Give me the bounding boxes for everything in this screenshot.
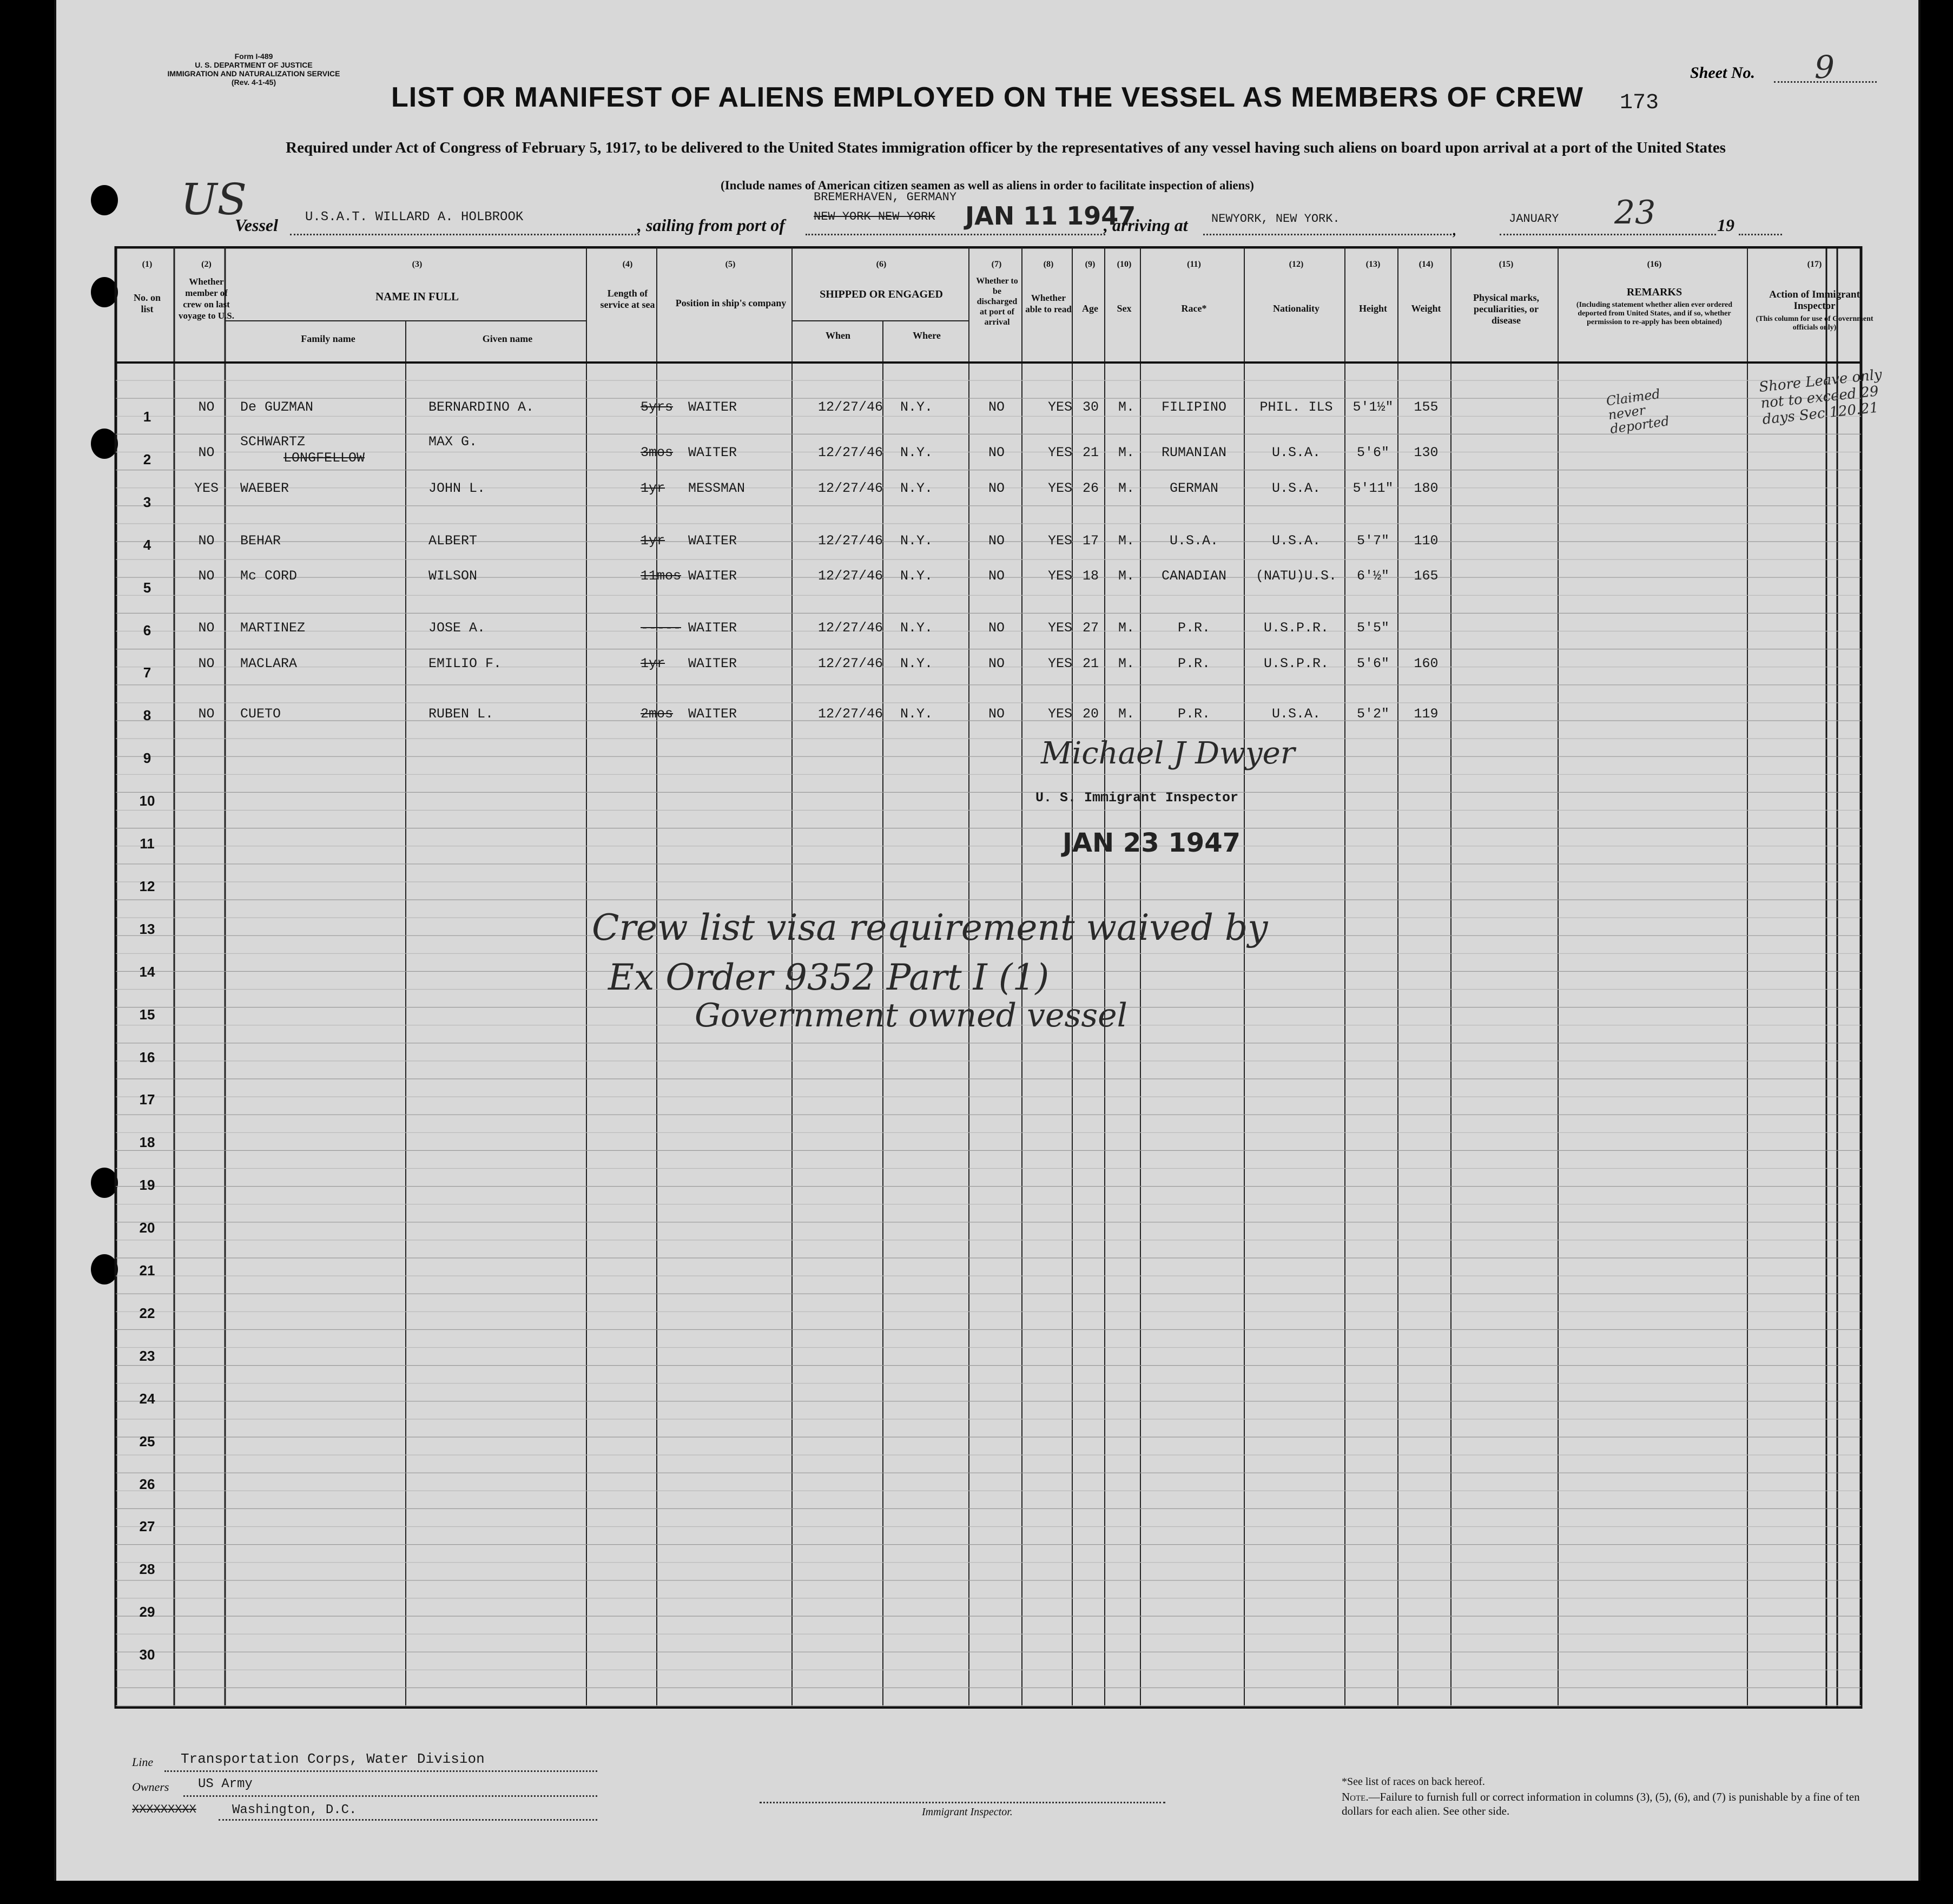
col-num-11: (11) [1187, 260, 1201, 269]
sheet-number: 9 [1815, 49, 1835, 85]
cell-previous-voyage: NO [198, 656, 215, 671]
arriving-port: NEWYORK, NEW YORK. [1211, 212, 1340, 226]
col-num-10: (10) [1117, 260, 1132, 269]
line-value: Transportation Corps, Water Division [181, 1751, 485, 1767]
cell-previous-voyage: NO [198, 706, 215, 722]
manifest-sheet [54, 0, 1921, 1881]
sheet-number-label: Sheet No. [1690, 64, 1755, 82]
cell-length-of-service: 1yr [641, 656, 665, 671]
col-num-6: (6) [876, 260, 887, 269]
cell-shipped-where: N.Y. [900, 399, 933, 415]
cell-length-of-service: 1yr [641, 533, 665, 549]
owners-label: Owners [132, 1780, 169, 1794]
cell-height: 5'11" [1352, 480, 1394, 496]
note-label: Note. [1342, 1790, 1369, 1803]
col-label-3: NAME IN FULL [375, 290, 459, 303]
cell-given-name: MAX G. [428, 434, 478, 450]
col-label-2: Whether member of crew on last voyage to U.S. [179, 276, 234, 321]
row-number: 4 [143, 536, 151, 553]
form-number: Form I-489 [234, 52, 273, 61]
cell-length-of-service: ----- [641, 620, 682, 636]
row-number: 6 [143, 622, 151, 638]
cell-age: 18 [1082, 568, 1099, 584]
row-number: 10 [139, 793, 155, 809]
agents-underline [219, 1819, 597, 1821]
cell-weight: 160 [1414, 656, 1439, 671]
cell-height: 5'7" [1356, 533, 1389, 549]
arriving-label: , arriving at [1104, 215, 1188, 235]
cell-race: CANADIAN [1161, 568, 1227, 584]
cell-family-name: SCHWARTZ [240, 434, 306, 450]
vessel-name: U.S.A.T. WILLARD A. HOLBROOK [305, 210, 524, 225]
col-when: When [825, 330, 850, 341]
col-label-16: REMARKS [1626, 286, 1683, 298]
cell-length-of-service: 3mos [641, 445, 674, 460]
sailing-port-struck: NEW YORK NEW YORK [814, 210, 935, 223]
cell-age: 21 [1082, 656, 1099, 671]
cell-previous-voyage: NO [198, 533, 215, 549]
row-number: 3 [143, 493, 151, 510]
cell-race: P.R. [1177, 706, 1210, 722]
cell-sex: M. [1118, 445, 1134, 460]
row-number: 23 [139, 1347, 155, 1364]
row-number: 21 [139, 1262, 155, 1279]
cell-height: 5'1½" [1352, 399, 1394, 415]
penalty-note [1342, 1790, 1883, 1818]
owners-value: US Army [198, 1777, 253, 1791]
cell-family-name: WAEBER [240, 480, 289, 496]
cell-sex: M. [1118, 706, 1134, 722]
col-label-4: Length of service at sea [600, 288, 655, 310]
cell-race: FILIPINO [1161, 399, 1227, 415]
row-number: 18 [139, 1134, 155, 1151]
cell-family-name: CUETO [240, 706, 281, 722]
row-number: 26 [139, 1475, 155, 1492]
cell-given-name: BERNARDINO A. [428, 399, 535, 415]
col-label-17: Action of Immigrant Inspector [1769, 289, 1860, 312]
note-text: —Failure to furnish full or correct information in columns (3), (5), (6), and (7) is punishable by a fine of ten dollars for each alien. See other side. [1342, 1790, 1860, 1817]
row-number: 24 [139, 1390, 155, 1407]
include-note: (Include names of American citizen seamen as well as aliens in order to facilitate inspection of aliens) [721, 179, 1254, 192]
cell-weight: 165 [1414, 568, 1439, 584]
cell-height: 5'6" [1356, 445, 1389, 460]
row-number: 13 [139, 920, 155, 937]
cell-able-to-read: YES [1047, 480, 1072, 496]
sailing-port: BREMERHAVEN, GERMANY [814, 190, 957, 204]
cell-to-be-discharged: NO [988, 620, 1005, 636]
row-number: 19 [139, 1177, 155, 1194]
vessel-line [290, 234, 639, 235]
cell-shipped-where: N.Y. [900, 568, 933, 584]
cell-sex: M. [1118, 399, 1134, 415]
col-num-12: (12) [1289, 260, 1304, 269]
cell-to-be-discharged: NO [988, 399, 1005, 415]
row-number: 27 [139, 1518, 155, 1535]
waiver-note-line-2: Ex Order 9352 Part I (1) [608, 957, 1050, 998]
cell-weight: 119 [1414, 706, 1439, 722]
comma: , [1452, 219, 1456, 239]
cell-race: RUMANIAN [1161, 445, 1227, 460]
row-number: 8 [143, 707, 151, 724]
cell-shipped-where: N.Y. [900, 480, 933, 496]
cell-position: WAITER [688, 445, 737, 460]
owners-underline [183, 1795, 597, 1797]
col-where: Where [913, 330, 941, 341]
arriving-port-line [1203, 234, 1455, 235]
col-label-7: Whether to be discharged at port of arrival [976, 276, 1018, 327]
row-number: 11 [140, 835, 155, 852]
cell-shipped-when: 12/27/46 [817, 568, 883, 584]
cell-weight: 155 [1414, 399, 1439, 415]
cell-shipped-where: N.Y. [900, 533, 933, 549]
cell-given-name: EMILIO F. [428, 656, 502, 671]
cell-race: U.S.A. [1169, 533, 1218, 549]
cell-age: 30 [1082, 399, 1099, 415]
cell-nationality: U.S.A. [1271, 533, 1321, 549]
department-name: U. S. DEPARTMENT OF JUSTICE [195, 61, 313, 69]
cell-weight: 110 [1414, 533, 1439, 549]
cell-age: 26 [1082, 480, 1099, 496]
col-num-14: (14) [1418, 260, 1434, 269]
row-number: 15 [139, 1006, 155, 1023]
cell-nationality: U.S.A. [1271, 480, 1321, 496]
col-label-13: Height [1359, 303, 1387, 314]
year-line [1739, 234, 1782, 235]
arrival-month: JANUARY [1509, 212, 1559, 226]
inspection-date-stamp: JAN 23 1947 [1063, 828, 1241, 858]
form-revision: (Rev. 4-1-45) [231, 78, 276, 87]
col-label-15: Physical marks, peculiarities, or disease [1473, 292, 1539, 326]
cell-to-be-discharged: NO [988, 533, 1005, 549]
col-num-8: (8) [1043, 260, 1054, 269]
act-of-congress-text: Required under Act of Congress of February 5, 1917, to be delivered to the United States immigration officer by the representatives of any vessel having such aliens on board upon arrival at a port of the United States [286, 139, 1726, 156]
races-note: *See list of races on back hereof. [1342, 1776, 1485, 1788]
cell-sex: M. [1118, 533, 1134, 549]
action-row-1: Shore Leave only not to exceed 29 days Sec 120.21 [1758, 366, 1883, 428]
line-label: Line [132, 1755, 154, 1769]
waiver-note-line-1: Crew list visa requirement waived by [592, 907, 1268, 948]
margin-note: US [181, 174, 247, 225]
cell-able-to-read: YES [1047, 706, 1072, 722]
service-name: IMMIGRATION AND NATURALIZATION SERVICE [167, 69, 340, 78]
cell-family-name: De GUZMAN [240, 399, 314, 415]
cell-length-of-service: 5yrs [641, 399, 674, 415]
cell-race: P.R. [1177, 656, 1210, 671]
cell-age: 17 [1082, 533, 1099, 549]
col-label-1: No. on list [133, 292, 161, 314]
cell-nationality: U.S.P.R. [1263, 656, 1329, 671]
cell-race: GERMAN [1169, 480, 1218, 496]
cell-shipped-when: 12/27/46 [817, 533, 883, 549]
row-number: 20 [139, 1220, 155, 1236]
page-title: LIST OR MANIFEST OF ALIENS EMPLOYED ON THE VESSEL AS MEMBERS OF CREW [391, 82, 1583, 113]
cell-given-name: WILSON [428, 568, 478, 584]
cell-height: 5'2" [1356, 706, 1389, 722]
col-num-17: (17) [1807, 260, 1822, 269]
agents-label-struck: XXXXXXXXX [132, 1803, 196, 1816]
row-number: 22 [139, 1305, 155, 1321]
col-given-name: Given name [482, 333, 533, 344]
col-label-11: Race* [1181, 303, 1207, 314]
col-label-8: Whether able to read [1025, 293, 1072, 314]
cell-nationality: PHIL. ILS [1259, 399, 1333, 415]
cell-length-of-service: 1yr [641, 480, 665, 496]
col-num-13: (13) [1365, 260, 1381, 269]
row-number: 17 [139, 1091, 155, 1108]
cell-sex: M. [1118, 480, 1134, 496]
cell-shipped-when: 12/27/46 [817, 620, 883, 636]
cell-previous-voyage: NO [198, 620, 215, 636]
cell-shipped-when: 12/27/46 [817, 399, 883, 415]
cell-shipped-where: N.Y. [900, 706, 933, 722]
cell-height: 6'½" [1356, 568, 1389, 584]
cell-family-name: MARTINEZ [240, 620, 306, 636]
col-label-5: Position in ship's company [675, 298, 787, 308]
row-number: 30 [139, 1646, 155, 1663]
inspector-label: Immigrant Inspector. [922, 1806, 1013, 1818]
agents-value: Washington, D.C. [232, 1803, 357, 1817]
vessel-label: Vessel [235, 215, 278, 235]
cell-position: WAITER [688, 620, 737, 636]
cell-family-name: MACLARA [240, 656, 298, 671]
remarks-row-1: Claimed never deported [1605, 386, 1671, 437]
cell-to-be-discharged: NO [988, 568, 1005, 584]
col-num-16: (16) [1647, 260, 1662, 269]
cell-able-to-read: YES [1047, 533, 1072, 549]
col-num-5: (5) [725, 260, 736, 269]
cell-previous-voyage: NO [198, 399, 215, 415]
col-label-14: Weight [1411, 303, 1441, 314]
cell-sex: M. [1118, 620, 1134, 636]
cell-height: 5'6" [1356, 656, 1389, 671]
col-num-2: (2) [201, 260, 212, 269]
cell-able-to-read: YES [1047, 399, 1072, 415]
row-number: 29 [139, 1604, 155, 1620]
cell-position: WAITER [688, 533, 737, 549]
sailing-port-line [806, 234, 1105, 235]
col-label-10: Sex [1117, 303, 1132, 314]
waiver-note-line-3: Government owned vessel [695, 997, 1127, 1035]
cell-to-be-discharged: NO [988, 480, 1005, 496]
col-label-6: SHIPPED OR ENGAGED [820, 288, 943, 300]
col-num-15: (15) [1499, 260, 1514, 269]
inspector-signature: Michael J Dwyer [1041, 736, 1295, 771]
cell-race: P.R. [1177, 620, 1210, 636]
inspector-title: U. S. Immigrant Inspector [1035, 790, 1239, 806]
cell-to-be-discharged: NO [988, 445, 1005, 460]
cell-to-be-discharged: NO [988, 706, 1005, 722]
cell-position: WAITER [688, 656, 737, 671]
cell-age: 20 [1082, 706, 1099, 722]
year-label: 19 [1717, 215, 1734, 235]
sailing-date-stamp: JAN 11 1947 [965, 201, 1136, 230]
cell-nationality: U.S.A. [1271, 706, 1321, 722]
cell-nationality: (NATU)U.S. [1255, 568, 1337, 584]
cell-shipped-where: N.Y. [900, 656, 933, 671]
cell-shipped-when: 12/27/46 [817, 445, 883, 460]
sailing-label: , sailing from port of [637, 215, 785, 235]
cell-able-to-read: YES [1047, 620, 1072, 636]
cell-shipped-where: N.Y. [900, 620, 933, 636]
cell-given-name: RUBEN L. [428, 706, 494, 722]
struck-family-name: LONGFELLOW [283, 450, 365, 466]
col-label-9: Age [1082, 303, 1098, 314]
cell-sex: M. [1118, 568, 1134, 584]
row-number: 16 [139, 1049, 155, 1065]
row-number: 1 [143, 409, 151, 425]
cell-age: 21 [1082, 445, 1099, 460]
col-label-12: Nationality [1272, 303, 1319, 314]
cell-position: MESSMAN [688, 480, 745, 496]
cell-given-name: JOHN L. [428, 480, 486, 496]
col-num-3: (3) [412, 260, 423, 269]
page-number: 173 [1620, 91, 1659, 115]
cell-shipped-when: 12/27/46 [817, 706, 883, 722]
cell-to-be-discharged: NO [988, 656, 1005, 671]
row-number: 25 [139, 1433, 155, 1450]
cell-height: 5'5" [1356, 620, 1389, 636]
cell-previous-voyage: YES [194, 480, 219, 496]
cell-family-name: Mc CORD [240, 568, 298, 584]
cell-family-name: BEHAR [240, 533, 281, 549]
arrival-day: 23 [1614, 194, 1656, 232]
cell-age: 27 [1082, 620, 1099, 636]
inspector-signature-line [760, 1802, 1165, 1803]
row-number: 9 [143, 750, 151, 767]
col-num-1: (1) [142, 260, 153, 269]
line-underline [164, 1770, 597, 1772]
action-note: (This column for use of Government officials only) [1756, 315, 1873, 332]
cell-weight: 130 [1414, 445, 1439, 460]
row-number: 7 [143, 664, 151, 681]
col-num-4: (4) [622, 260, 633, 269]
cell-nationality: U.S.P.R. [1263, 620, 1329, 636]
row-number: 14 [139, 963, 155, 980]
cell-previous-voyage: NO [198, 445, 215, 460]
cell-position: WAITER [688, 568, 737, 584]
cell-length-of-service: 2mos [641, 706, 674, 722]
cell-previous-voyage: NO [198, 568, 215, 584]
cell-nationality: U.S.A. [1271, 445, 1321, 460]
remarks-note: (Including statement whether alien ever ordered deported from United States, and if so, whether permission to re-apply has been obtained) [1576, 301, 1733, 326]
col-family-name: Family name [301, 333, 355, 344]
manifest-footer [56, 1715, 1918, 1881]
row-number: 12 [139, 878, 155, 894]
cell-shipped-when: 12/27/46 [817, 656, 883, 671]
col-num-7: (7) [991, 260, 1002, 269]
row-number: 5 [143, 579, 151, 596]
row-number: 2 [143, 451, 151, 467]
cell-position: WAITER [688, 706, 737, 722]
row-number: 28 [139, 1561, 155, 1578]
cell-position: WAITER [688, 399, 737, 415]
cell-length-of-service: 11mos [641, 568, 682, 584]
date-line [1500, 234, 1716, 235]
col-num-9: (9) [1085, 260, 1096, 269]
cell-given-name: JOSE A. [428, 620, 486, 636]
cell-sex: M. [1118, 656, 1134, 671]
cell-weight: 180 [1414, 480, 1439, 496]
cell-shipped-where: N.Y. [900, 445, 933, 460]
cell-given-name: ALBERT [428, 533, 478, 549]
cell-able-to-read: YES [1047, 445, 1072, 460]
cell-able-to-read: YES [1047, 568, 1072, 584]
cell-able-to-read: YES [1047, 656, 1072, 671]
cell-shipped-when: 12/27/46 [817, 480, 883, 496]
